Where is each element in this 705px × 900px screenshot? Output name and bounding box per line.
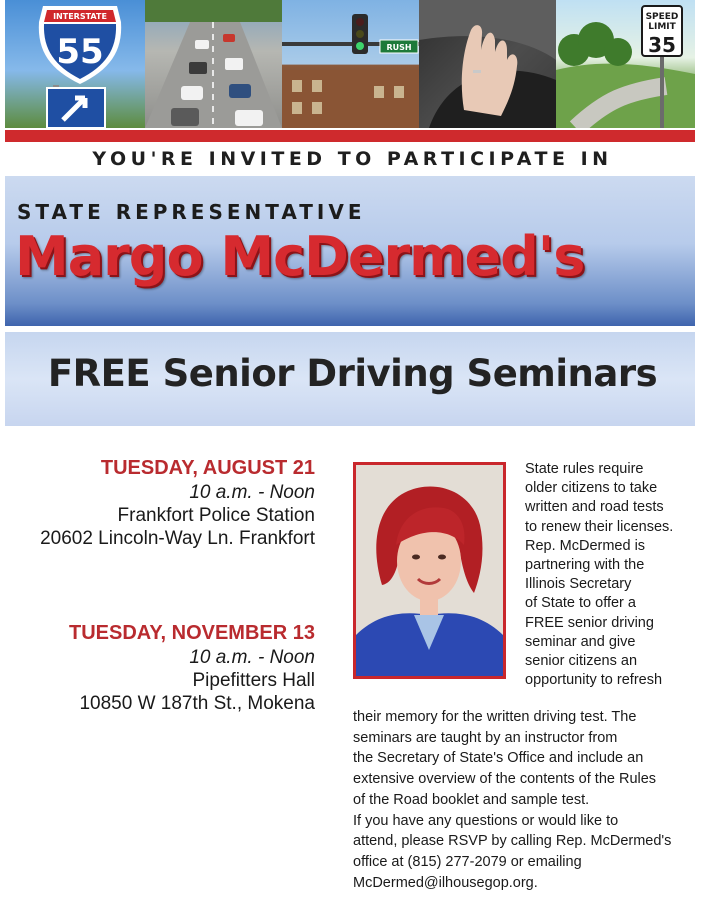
event-date: TUESDAY, AUGUST 21 — [100, 457, 315, 479]
photo-interstate-sign — [5, 0, 145, 128]
description-line: office at (815) 277-2079 or emailing — [353, 853, 582, 870]
speed-limit-graphic — [556, 0, 695, 128]
description-line: FREE senior driving — [525, 614, 654, 631]
event-november — [69, 621, 315, 715]
description-line: Rep. McDermed is — [525, 537, 646, 554]
red-divider — [5, 130, 695, 142]
description-line: to renew their licenses. — [525, 518, 674, 535]
speed-limit-line2: LIMIT — [648, 22, 676, 32]
steering-hand-graphic — [419, 0, 556, 128]
description-line: opportunity to refresh — [525, 672, 663, 689]
photo-strip — [5, 0, 695, 128]
photo-driver-hand — [419, 0, 556, 128]
event-venue: Pipefitters Hall — [192, 670, 315, 691]
event-time: 10 a.m. - Noon — [189, 647, 315, 668]
photo-speed-limit-sign — [556, 0, 695, 128]
traffic-light-graphic — [282, 0, 419, 128]
seminar-title: FREE Senior Driving Seminars — [47, 352, 658, 395]
photo-traffic-light — [282, 0, 419, 128]
event-venue: Frankfort Police Station — [117, 505, 315, 526]
street-sign-label: RUSH — [386, 43, 412, 52]
description-line: the Secretary of State's Office and include an — [353, 750, 644, 767]
description-line: seminar and give — [525, 633, 636, 650]
description-line: extensive overview of the contents of the Rules — [353, 771, 657, 788]
description-line: If you have any questions or would like to — [353, 812, 619, 829]
description-line: attend, please RSVP by calling Rep. McDermed's — [353, 833, 672, 850]
interstate-number: 55 — [56, 32, 104, 72]
description-line: State rules require — [525, 461, 644, 477]
event-time: 10 a.m. - Noon — [189, 482, 315, 503]
description-line: senior citizens an — [525, 653, 638, 670]
highway-graphic — [145, 0, 282, 128]
description-line: partnering with the — [525, 557, 645, 574]
event-august — [40, 456, 315, 550]
photo-highway-traffic — [145, 0, 282, 128]
description-line: written and road tests — [525, 499, 664, 516]
description-line: of State to offer a — [525, 595, 636, 612]
interstate-shield-graphic — [5, 0, 145, 128]
description-line: of the Road booklet and sample test. — [353, 791, 590, 808]
state-representative-label: STATE REPRESENTATIVE — [17, 200, 366, 224]
invite-heading: YOU'RE INVITED TO PARTICIPATE IN — [92, 148, 613, 170]
speed-limit-value: 35 — [648, 33, 676, 57]
description-wrapped — [525, 460, 700, 690]
event-date: TUESDAY, NOVEMBER 13 — [69, 622, 315, 644]
description-line: Illinois Secretary — [525, 576, 632, 593]
description-line: their memory for the written driving test. The — [353, 709, 637, 725]
description-full — [353, 707, 698, 893]
speed-limit-line1: SPEED — [645, 12, 679, 22]
interstate-label: INTERSTATE — [53, 12, 107, 21]
representative-portrait — [353, 462, 506, 679]
description-line: seminars are taught by an instructor from — [353, 729, 618, 746]
event-address: 20602 Lincoln-Way Ln. Frankfort — [40, 528, 315, 549]
portrait-graphic — [356, 465, 503, 676]
rsvp-email: McDermed@ilhousegop.org. — [353, 874, 538, 891]
representative-name: Margo McDermed's — [15, 225, 585, 288]
event-address: 10850 W 187th St., Mokena — [79, 693, 315, 714]
description-line: older citizens to take — [525, 480, 658, 497]
